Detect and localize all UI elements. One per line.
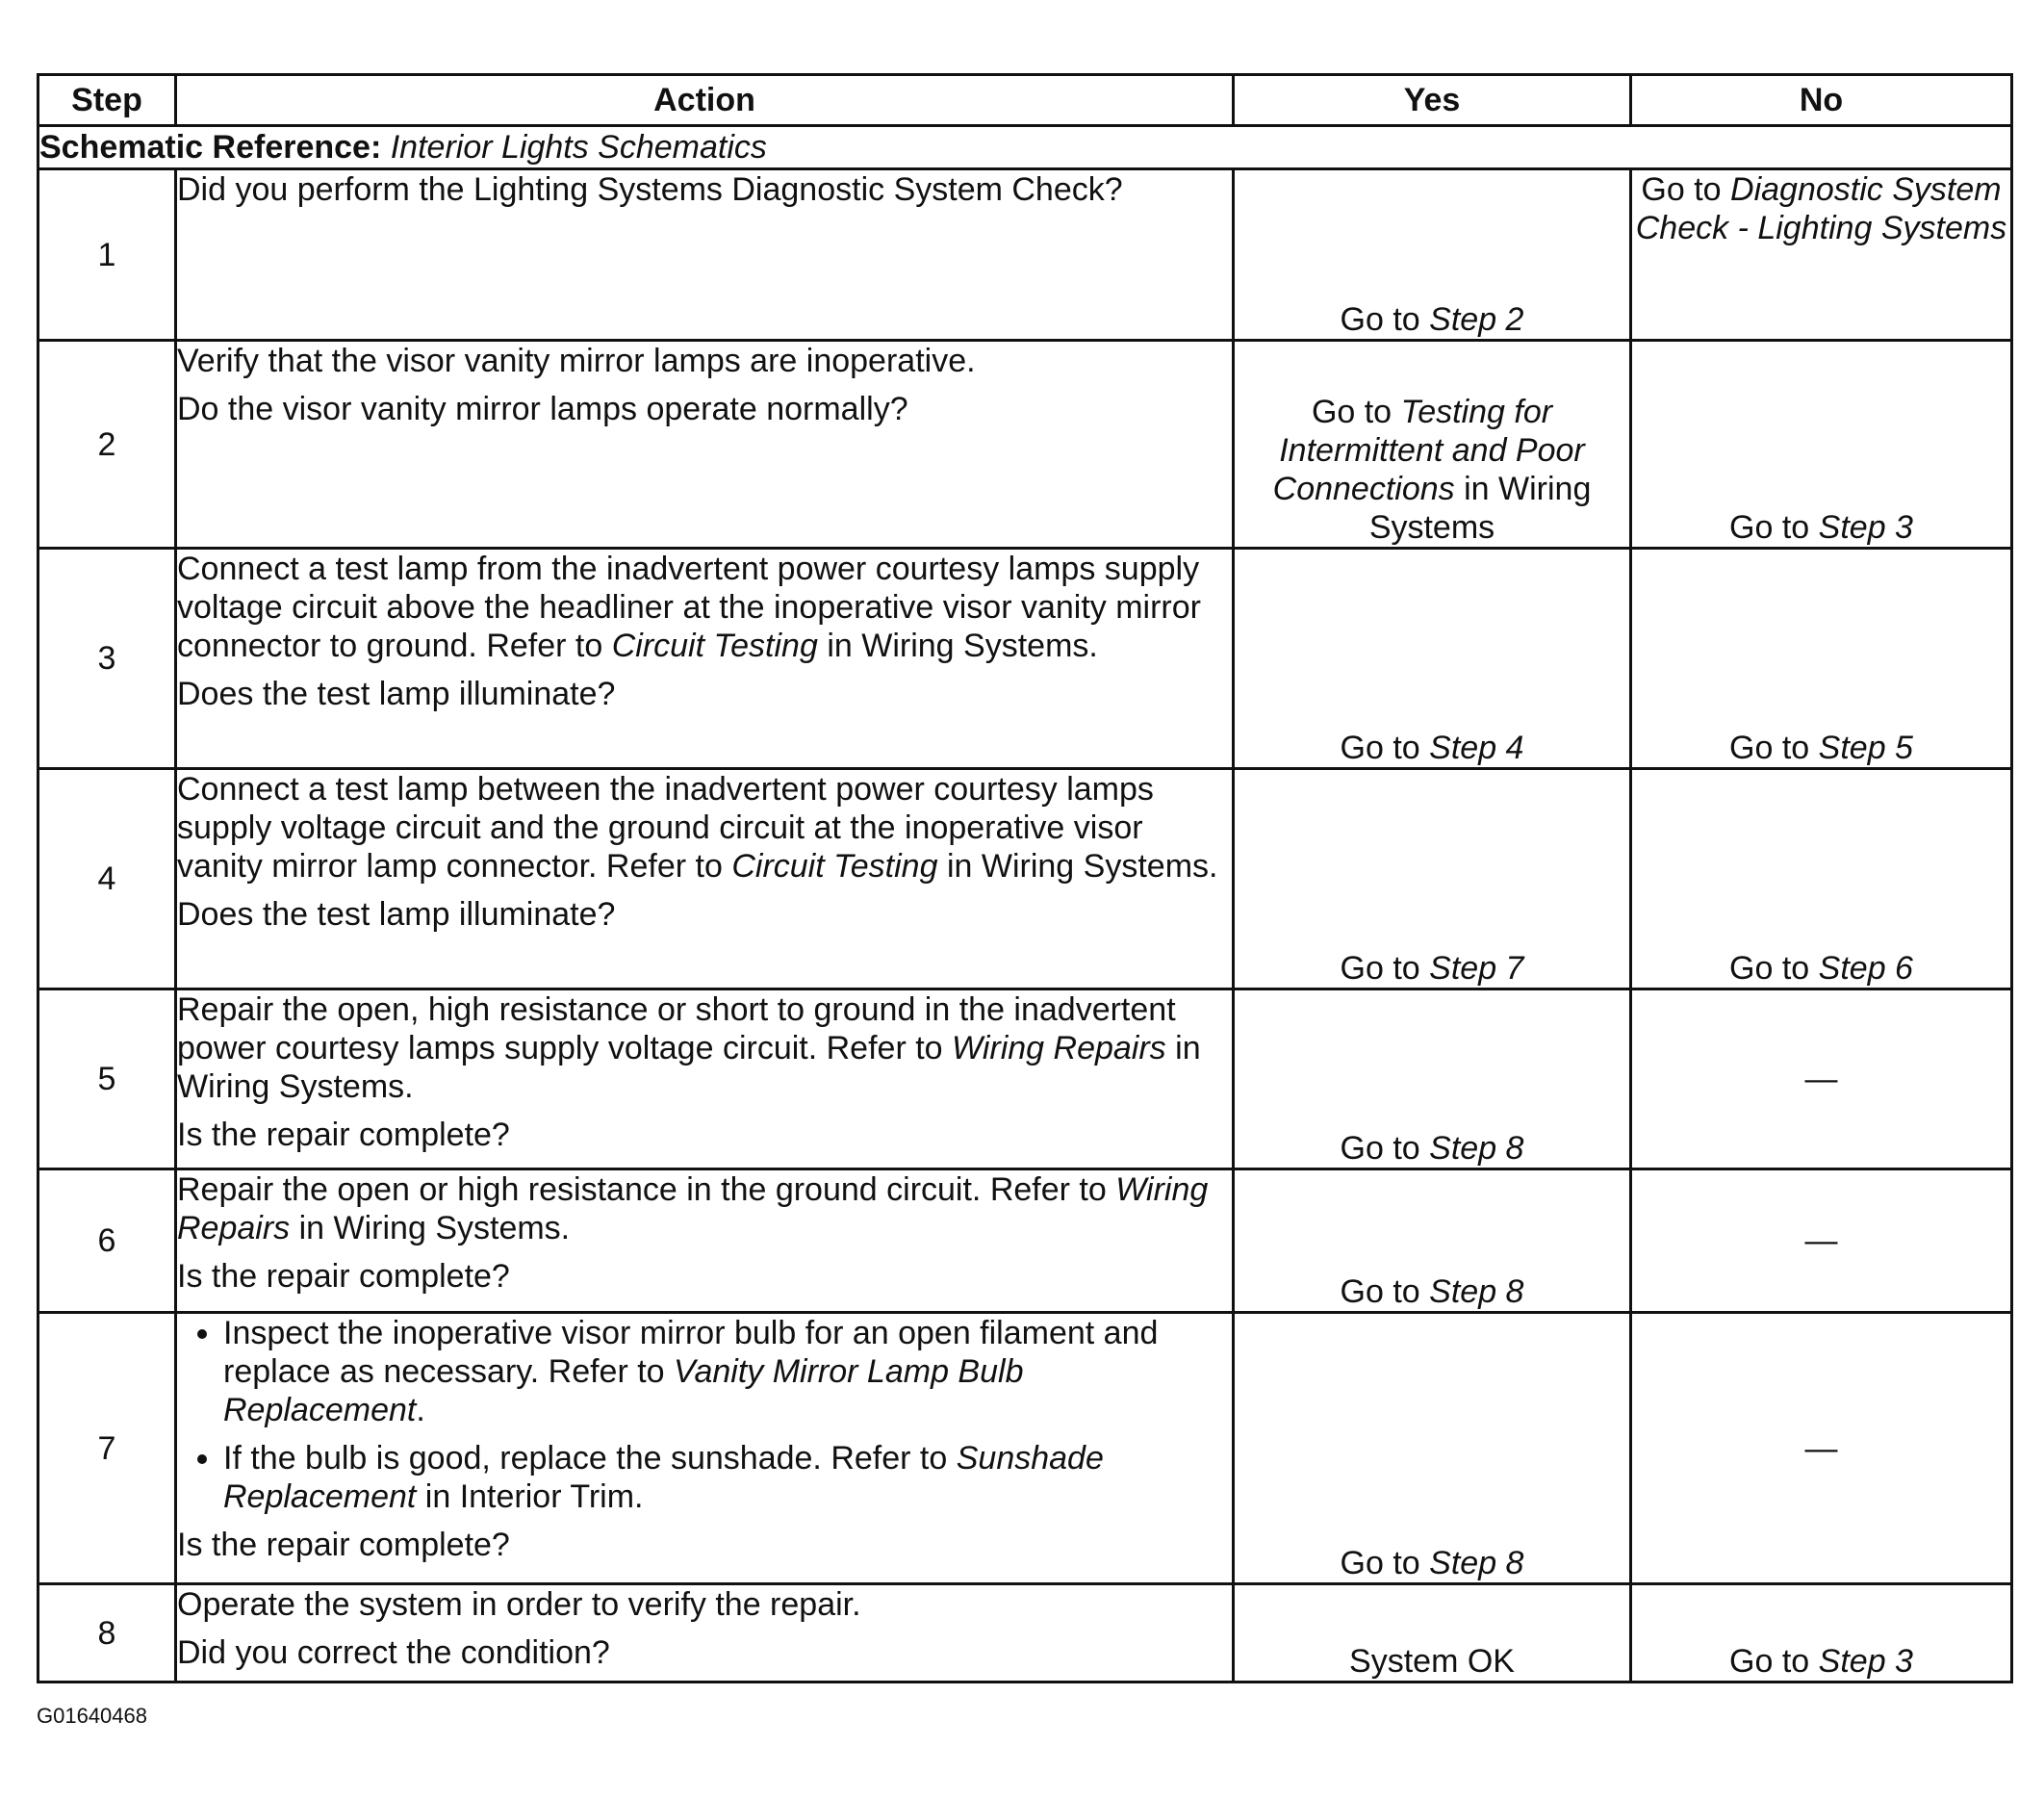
action-bullet-list (177, 1314, 1232, 1516)
action-cell (176, 341, 1234, 549)
action-text: Operate the system in order to verify the repair. (177, 1586, 861, 1623)
schematic-reference (38, 126, 2012, 169)
yes-cell (1234, 341, 1631, 549)
action-cell (176, 169, 1234, 341)
figure-code: G01640468 (37, 1704, 147, 1728)
table-row-step-6 (38, 1169, 2012, 1313)
no-cell: — (1631, 1313, 2012, 1584)
step-number: 7 (38, 1313, 176, 1584)
no-cell: — (1631, 989, 2012, 1169)
yes-testing-link[interactable]: Testing for Intermittent and Poor Connections (1272, 394, 1585, 507)
table-row-step-5 (38, 989, 2012, 1169)
no-diagnostic-link[interactable]: Diagnostic System Check - Lighting Systems (1635, 171, 2007, 246)
bullet-suffix: in Interior Trim. (424, 1478, 644, 1515)
action-question: Does the test lamp illuminate? (177, 896, 616, 933)
no-prefix: Go to (1641, 171, 1722, 208)
table-row-step-1 (38, 169, 2012, 341)
action-text (177, 770, 1232, 886)
action-ref-link[interactable]: Wiring Repairs (177, 1171, 1209, 1246)
action-ref-link[interactable]: Circuit Testing (611, 628, 818, 664)
no-cell (1631, 1584, 2012, 1682)
no-step-link[interactable]: Step 5 (1818, 730, 1913, 766)
action-text (177, 1170, 1232, 1247)
no-cell (1631, 169, 2012, 341)
bullet-text: Inspect the inoperative visor mirror bulb for an open filament and replace as necessary. Refer to (223, 1315, 1159, 1390)
yes-prefix: Go to (1340, 1273, 1420, 1310)
action-cell (176, 989, 1234, 1169)
action-suffix: in Wiring Systems. (298, 1210, 571, 1246)
action-question: Does the test lamp illuminate? (177, 676, 616, 712)
header-step: Step (38, 75, 176, 126)
yes-step-link[interactable]: Step 8 (1429, 1273, 1524, 1310)
diagnostic-table (37, 73, 2013, 1683)
header-action: Action (176, 75, 1234, 126)
yes-prefix: Go to (1340, 950, 1420, 987)
list-item (223, 1314, 1232, 1429)
yes-prefix: Go to (1311, 394, 1392, 430)
action-text: Verify that the visor vanity mirror lamps are inoperative. (177, 343, 976, 379)
action-ref-link[interactable]: Circuit Testing (731, 848, 938, 885)
action-body: Connect a test lamp from the inadvertent power courtesy lamps supply voltage circuit above the headliner at the inoperative visor vanity mirror connector to ground. Refer to (177, 551, 1201, 664)
action-ref-link[interactable]: Wiring Repairs (952, 1030, 1166, 1066)
yes-step-link[interactable]: Step 4 (1429, 730, 1524, 766)
yes-suffix: in Wiring Systems (1368, 471, 1592, 546)
action-question: Is the repair complete? (177, 1258, 510, 1295)
step-number: 1 (38, 169, 176, 341)
action-cell (176, 1584, 1234, 1682)
action-suffix: in Wiring Systems. (946, 848, 1218, 885)
step-number: 5 (38, 989, 176, 1169)
step-number: 6 (38, 1169, 176, 1313)
list-item (223, 1439, 1232, 1516)
no-step-link[interactable]: Step 3 (1818, 1643, 1913, 1680)
no-step-link[interactable]: Step 3 (1818, 509, 1913, 546)
action-suffix: in Wiring Systems. (827, 628, 1098, 664)
action-text (177, 550, 1232, 665)
step-number: 2 (38, 341, 176, 549)
no-step-link[interactable]: Step 6 (1818, 950, 1913, 987)
bullet-ref-link[interactable]: Vanity Mirror Lamp Bulb Replacement (223, 1353, 1024, 1428)
action-body: Repair the open or high resistance in the ground circuit. Refer to (177, 1171, 1107, 1208)
header-row (38, 75, 2012, 126)
yes-cell (1234, 769, 1631, 989)
action-cell (176, 1169, 1234, 1313)
step-number: 3 (38, 549, 176, 769)
table-row-step-4 (38, 769, 2012, 989)
no-cell (1631, 769, 2012, 989)
table-row-step-7 (38, 1313, 2012, 1584)
table-row-step-3 (38, 549, 2012, 769)
schematic-label: Schematic Reference: (39, 129, 382, 166)
no-cell (1631, 341, 2012, 549)
yes-cell (1234, 169, 1631, 341)
yes-cell (1234, 549, 1631, 769)
yes-cell (1234, 1169, 1631, 1313)
schematic-link[interactable]: Interior Lights Schematics (390, 129, 767, 166)
header-no: No (1631, 75, 2012, 126)
action-question: Did you correct the condition? (177, 1634, 610, 1671)
yes-prefix: Go to (1340, 301, 1420, 338)
action-cell (176, 769, 1234, 989)
yes-cell: System OK (1234, 1584, 1631, 1682)
step-number: 4 (38, 769, 176, 989)
action-suffix: in Wiring Systems. (177, 1030, 1201, 1105)
bullet-suffix: . (416, 1392, 425, 1428)
action-question: Is the repair complete? (177, 1527, 510, 1563)
action-text (177, 990, 1232, 1106)
yes-step-link[interactable]: Step 8 (1429, 1545, 1524, 1581)
no-prefix: Go to (1729, 730, 1810, 766)
bullet-text: If the bulb is good, replace the sunshade. Refer to (223, 1440, 948, 1477)
schematic-reference-row (38, 126, 2012, 169)
no-prefix: Go to (1729, 1643, 1810, 1680)
no-prefix: Go to (1729, 509, 1810, 546)
yes-cell (1234, 1313, 1631, 1584)
no-prefix: Go to (1729, 950, 1810, 987)
action-question: Do the visor vanity mirror lamps operate normally? (177, 391, 908, 427)
yes-prefix: Go to (1340, 730, 1420, 766)
step-number: 8 (38, 1584, 176, 1682)
yes-prefix: Go to (1340, 1545, 1420, 1581)
action-body: Repair the open, high resistance or short to ground in the inadvertent power courtesy lamps supply voltage circuit. Refer to (177, 991, 1176, 1066)
yes-step-link[interactable]: Step 2 (1429, 301, 1524, 338)
yes-prefix: Go to (1340, 1130, 1420, 1167)
table-row-step-8 (38, 1584, 2012, 1682)
no-cell (1631, 549, 2012, 769)
action-cell (176, 549, 1234, 769)
action-question: Did you perform the Lighting Systems Diagnostic System Check? (177, 171, 1123, 208)
header-yes: Yes (1234, 75, 1631, 126)
yes-cell (1234, 989, 1631, 1169)
action-cell (176, 1313, 1234, 1584)
yes-step-link[interactable]: Step 8 (1429, 1130, 1524, 1167)
bullet-ref-link[interactable]: Sunshade Replacement (223, 1440, 1104, 1515)
action-question: Is the repair complete? (177, 1117, 510, 1153)
no-cell: — (1631, 1169, 2012, 1313)
action-body: Connect a test lamp between the inadvertent power courtesy lamps supply voltage circuit and the ground circuit at the inoperative visor vanity mirror lamp connector. Refer to (177, 771, 1154, 885)
table-row-step-2 (38, 341, 2012, 549)
yes-step-link[interactable]: Step 7 (1429, 950, 1524, 987)
